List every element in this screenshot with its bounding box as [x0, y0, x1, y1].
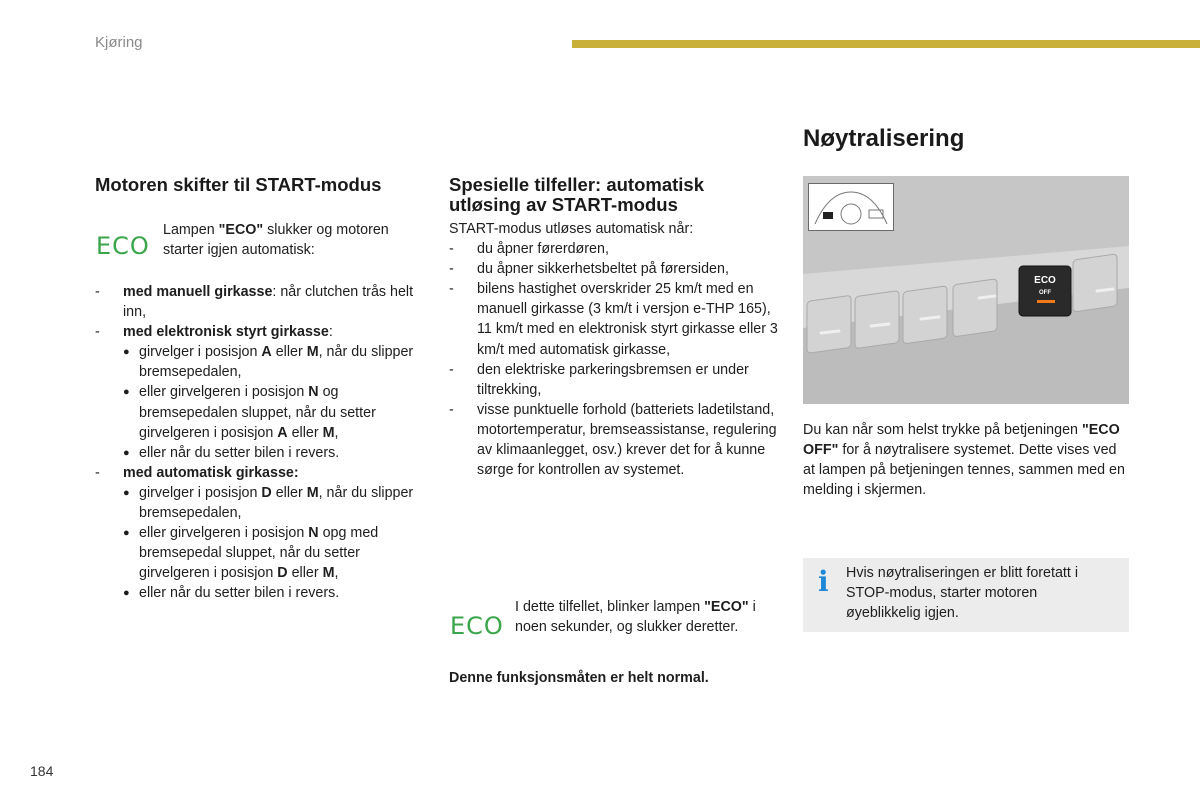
list-item: ● eller girvelgeren i posisjon N og bremsepedalen sluppet, når du setter girvelgeren i posisjon A eller M,	[123, 382, 415, 442]
list-item: ● girvelger i posisjon D eller M, når du slipper bremsepedalen,	[123, 483, 415, 523]
list-item: ● girvelger i posisjon A eller M, når du slipper bremsepedalen,	[123, 342, 415, 382]
list-item-manual-gearbox: - med manuell girkasse: når clutchen trås helt inn,	[95, 282, 415, 322]
header-accent-bar	[572, 40, 1200, 48]
eco-lamp-icon: ECO	[450, 612, 504, 640]
list-item: - du åpner sikkerhetsbeltet på førersiden,	[449, 259, 779, 279]
list-item: - du åpner førerdøren,	[449, 239, 779, 259]
start-conditions-list	[95, 282, 415, 604]
special-cases-text	[449, 219, 779, 480]
eco-off-button-sublabel: OFF	[1039, 290, 1051, 296]
info-note-text: Hvis nøytraliseringen er blitt foretatt i STOP-modus, starter motoren øyeblikkelig igjen.	[846, 565, 1079, 622]
eco-lamp-intro: Lampen "ECO" slukker og motoren starter igjen automatisk:	[163, 222, 389, 259]
normal-operation-note: Denne funksjonsmåten er helt normal.	[449, 670, 709, 686]
section-title-special-cases: Spesielle tilfeller: automatisk utløsing av START-modus	[449, 174, 704, 215]
eco-blink-note: I dette tilfellet, blinker lampen "ECO" i noen sekunder, og slukker deretter.	[515, 599, 756, 636]
section-title-start-mode: Motoren skifter til START-modus	[95, 174, 382, 195]
dashboard-location-thumbnail	[808, 183, 894, 231]
list-item: ● eller girvelgeren i posisjon N opg med bremsepedal sluppet, når du setter girvelgeren i posisjon D eller M,	[123, 523, 415, 583]
list-item: ● eller når du setter bilen i revers.	[123, 583, 415, 603]
section-title-neutralisation: Nøytralisering	[803, 125, 965, 152]
list-item: ● eller når du setter bilen i revers.	[123, 443, 415, 463]
page-number: 184	[30, 763, 54, 779]
eco-off-indicator-lamp	[1037, 300, 1055, 303]
eco-off-button-label: ECO	[1034, 275, 1056, 286]
info-icon: i	[818, 565, 829, 598]
list-item-electronic-gearbox: - med elektronisk styrt girkasse: ● girvelger i posisjon A eller M, når du slipper bremsepedalen, ● eller girvelgeren i posisjon N og bremsepedalen sluppet, når du setter girvelgeren i posisjon A eller M, ● eller når du setter bilen i revers.	[95, 322, 415, 463]
neutralisation-description: Du kan når som helst trykke på betjeningen "ECO OFF" for å nøytralisere systemet. Dette vises ved at lampen på betjeningen tennes, sammen med en melding i skjermen.	[803, 422, 1125, 499]
special-cases-intro: START-modus utløses automatisk når:	[449, 221, 694, 237]
chapter-title: Kjøring	[95, 34, 143, 51]
steering-wheel-icon	[809, 184, 893, 230]
list-item: - den elektriske parkeringsbremsen er under tiltrekking,	[449, 360, 779, 400]
list-item: - bilens hastighet overskrider 25 km/t med en manuell girkasse (3 km/t i versjon e-THP 165), 11 km/t med en elektronisk styrt girkasse eller 3 km/t med automatisk girkasse,	[449, 279, 779, 359]
list-item: - visse punktuelle forhold (batteriets ladetilstand, motortemperatur, bremseassistanse, regulering av klimaanlegget, osv.) krever det for å kunne sørge for kontrollen av systemet.	[449, 400, 779, 480]
list-item-automatic-gearbox: - med automatisk girkasse: ● girvelger i posisjon D eller M, når du slipper bremsepedalen, ● eller girvelgeren i posisjon N opg med bremsepedal sluppet, når du setter girvelgeren i posisjon D eller M, ● eller når du setter bilen i revers.	[95, 463, 415, 604]
eco-lamp-icon: ECO	[96, 232, 150, 260]
